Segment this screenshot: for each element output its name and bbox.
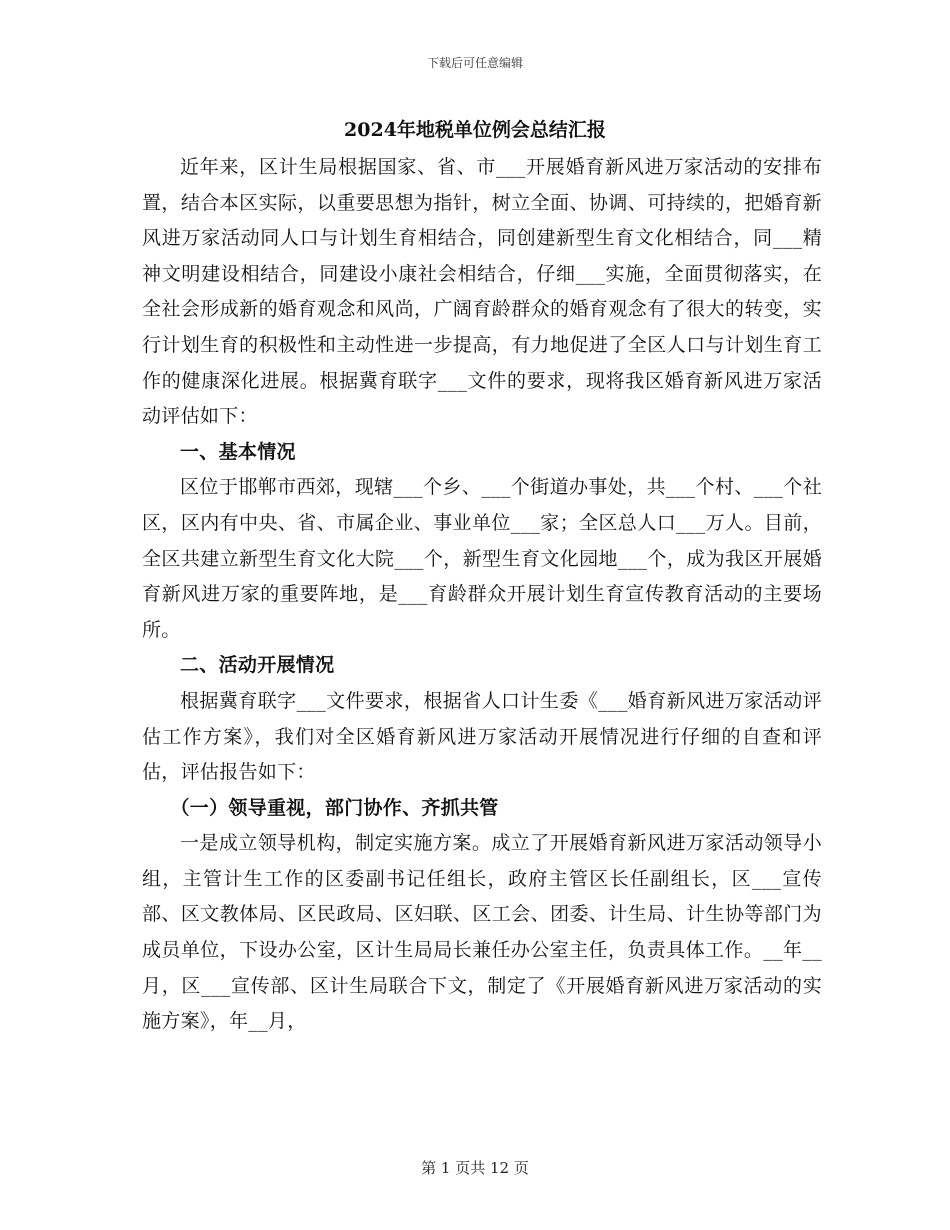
document-title: 2024年地税单位例会总结汇报 [344,119,606,141]
page-header-note: 下载后可任意编辑 [426,56,523,70]
page-number: 第 1 页共 12 页 [421,1159,529,1177]
section-heading-basic-situation: 一、基本情况 [180,440,296,463]
section-heading-activities: 二、活动开展情况 [180,654,335,677]
paragraph-basic-situation: 区位于邯郸市西郊，现辖___个乡、___个街道办事处，共___个村、___个社区，区内有中央、省、市属企业、事业单位___家；全区总人口___万人。目前，全区共建立新型生育文化大院___个，新型生育文化园地___个，成为我区开展婚育新风进万家的重要阵地，是___育龄群众开展计划生育宣传教育活动的主要场所。 [142,476,822,641]
paragraph-activities: 根据冀育联字___文件要求，根据省人口计生委《___婚育新风进万家活动评估工作方案》，我们对全区婚育新风进万家活动开展情况进行仔细的自查和评估，评估报告如下： [142,689,822,784]
document-body [142,150,822,1040]
paragraph-leadership: 一是成立领导机构，制定实施方案。成立了开展婚育新风进万家活动领导小组，主管计生工作的区委副书记任组长，政府主管区长任副组长，区___宣传部、区文教体局、区民政局、区妇联、区工会、团委、计生局、计生协等部门为成员单位，下设办公室，区计生局局长兼任办公室主任，负责具体工作。__年__月，区___宣传部、区计生局联合下文，制定了《开展婚育新风进万家活动的实施方案》，年__月， [142,832,822,1033]
subsection-heading-leadership: （一）领导重视，部门协作、齐抓共管 [170,796,499,819]
paragraph-intro: 近年来，区计生局根据国家、省、市___开展婚育新风进万家活动的安排布置，结合本区实际，以重要思想为指针，树立全面、协调、可持续的，把婚育新风进万家活动同人口与计划生育相结合，同创建新型生育文化相结合，同___精神文明建设相结合，同建设小康社会相结合，仔细___实施，全面贯彻落实，在全社会形成新的婚育观念和风尚，广阔育龄群众的婚育观念有了很大的转变，实行计划生育的积极性和主动性进一步提高，有力地促进了全区人口与计划生育工作的健康深化进展。根据冀育联字___文件的要求，现将我区婚育新风进万家活动评估如下： [142,156,822,428]
